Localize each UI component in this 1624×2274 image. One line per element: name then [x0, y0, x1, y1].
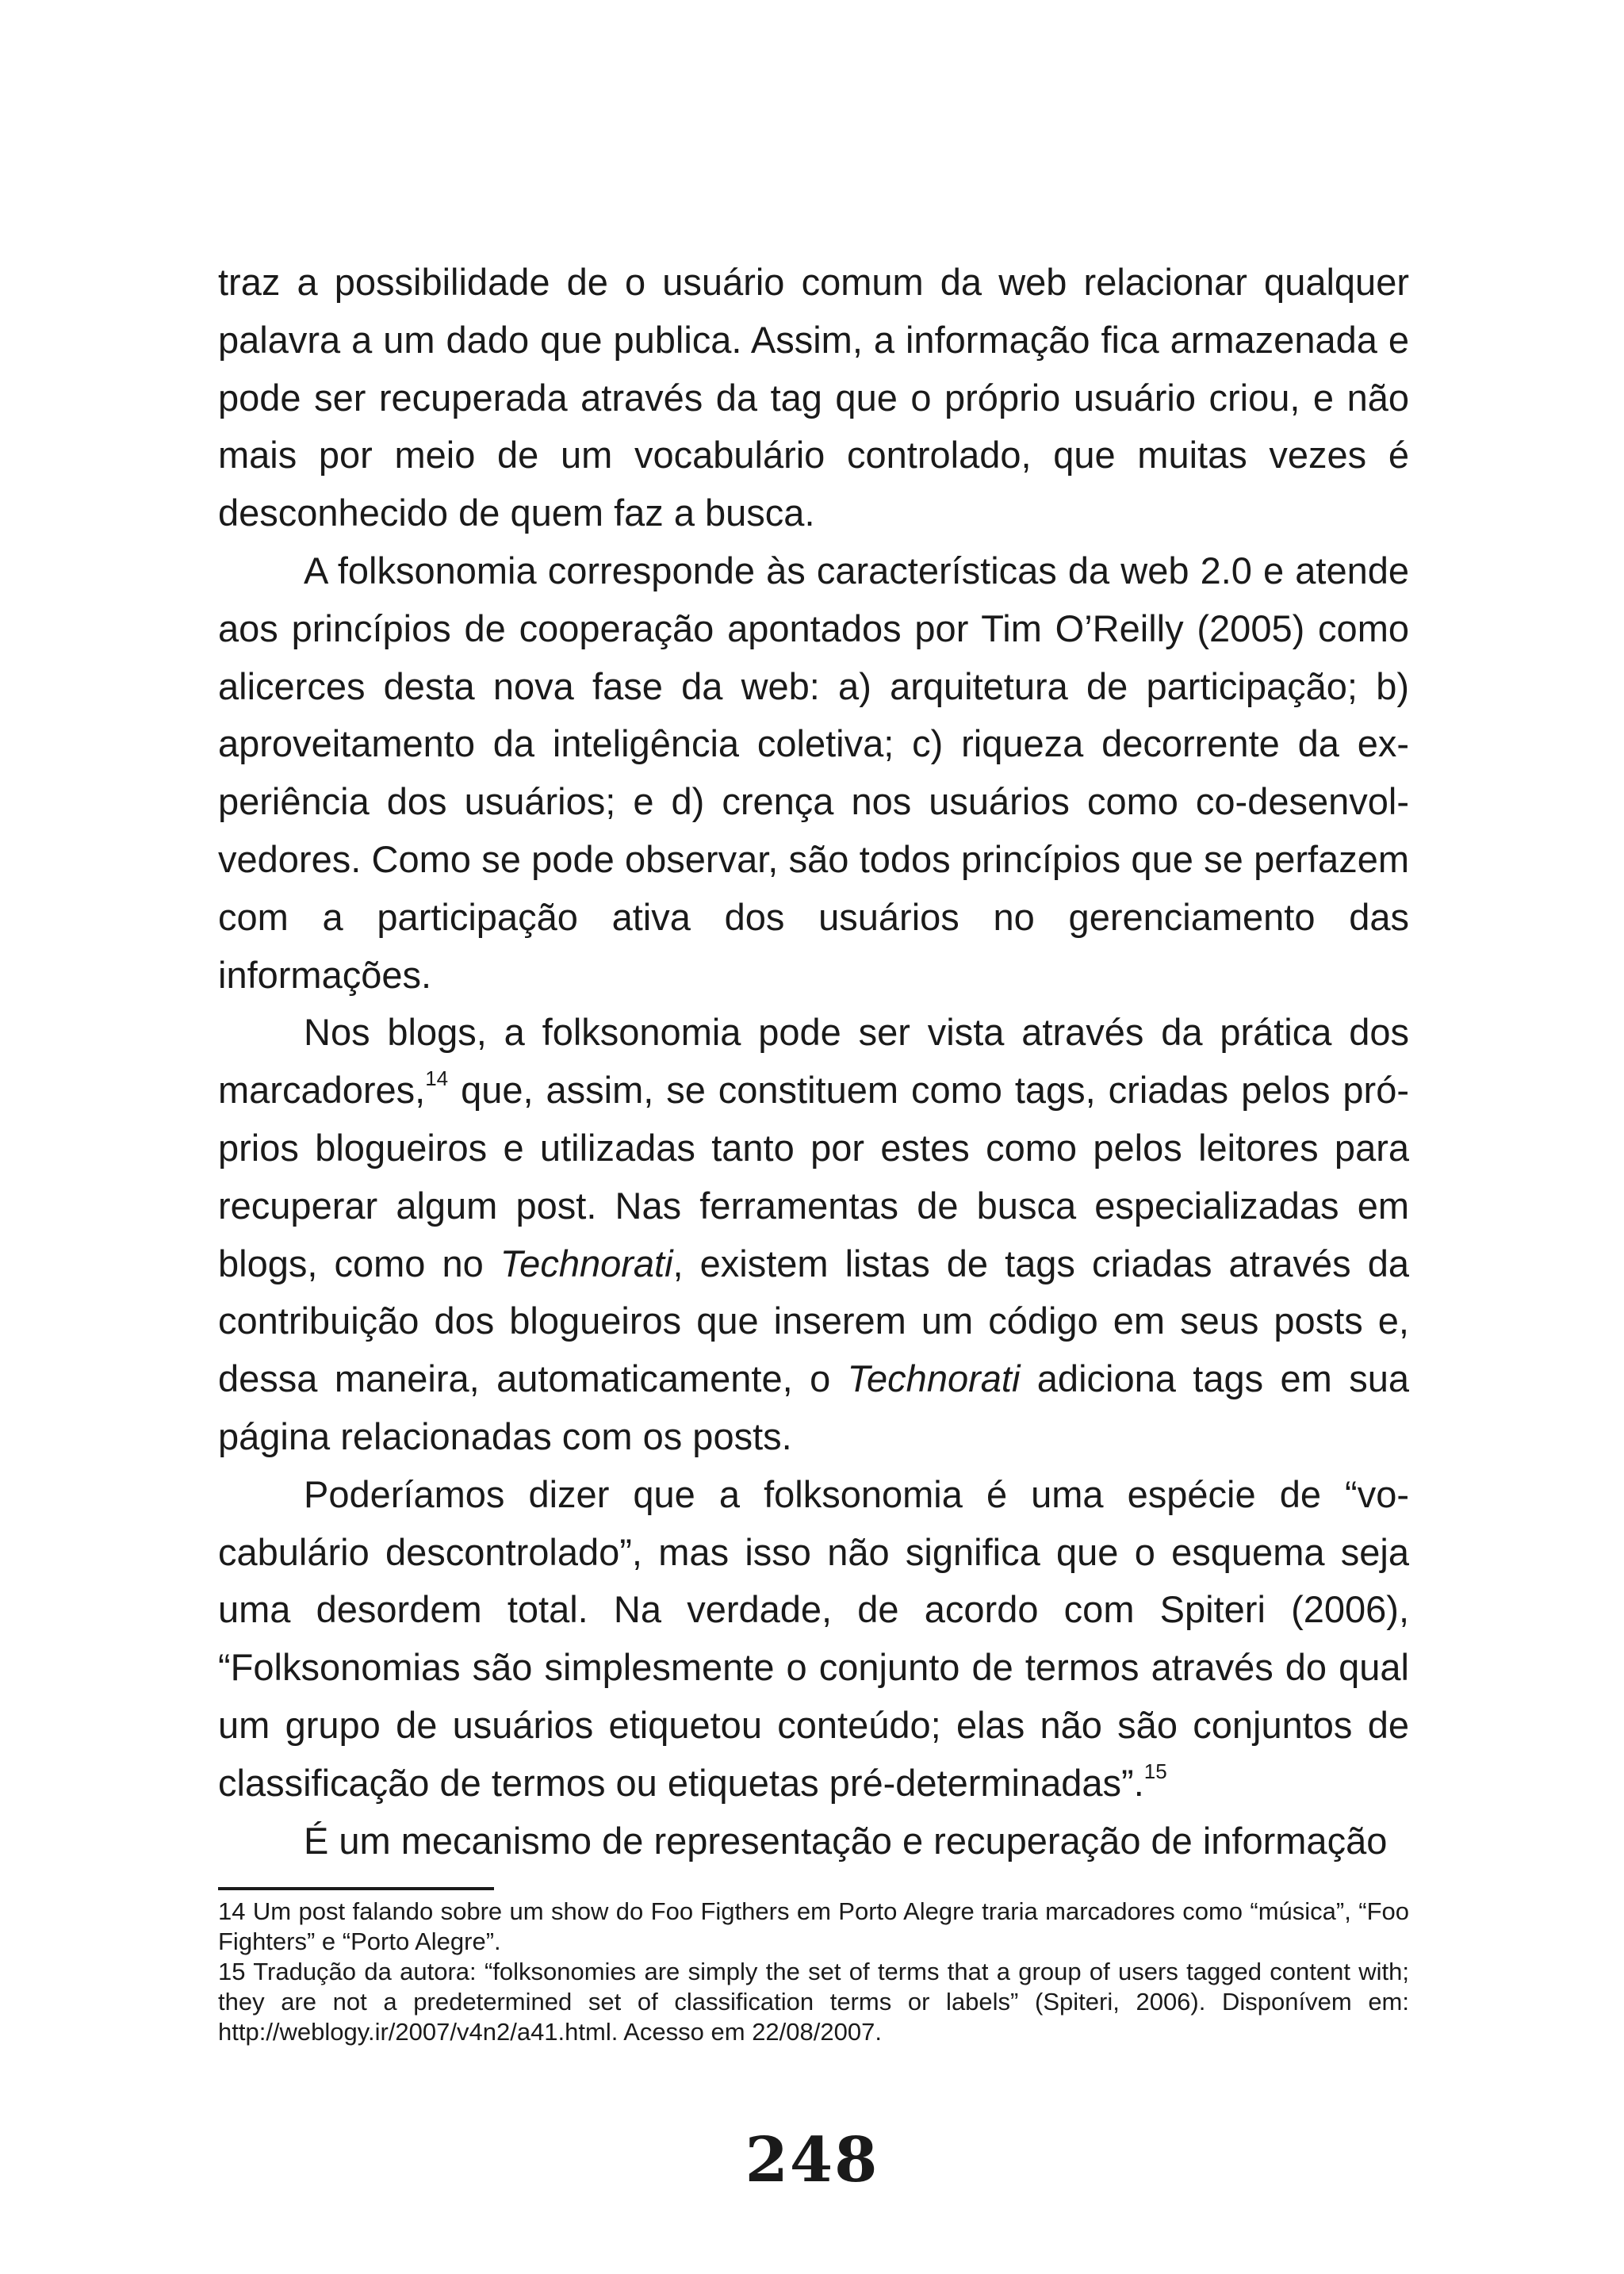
paragraph-4	[218, 1466, 1409, 1813]
footnote-separator	[218, 1887, 494, 1890]
technorati-italic: Technorati	[500, 1242, 673, 1284]
paragraph-3	[218, 1004, 1409, 1465]
paragraph-3-text: Nos blogs, a folksonomia pode ser vista através da prática dos marcadores,	[218, 1011, 1409, 1112]
footnote-ref-15: 15	[1143, 1759, 1167, 1783]
paragraph-5: É um mecanismo de representação e recuperação de informação	[304, 1819, 1388, 1862]
paragraph-3-text: , existem listas de tags criadas através da contribuição dos blogueiros que inserem um código em seus posts e, dessa maneira, automaticamente, o	[218, 1242, 1409, 1400]
paragraph-3-text: que, assim, se constituem como tags, criadas pelos próprios blogueiros e utilizadas tanto por estes como pelos leitores para recuperar algum post. Nas ferramentas de busca especializadas em blogs, como no	[218, 1069, 1409, 1284]
technorati-italic: Technorati	[847, 1357, 1021, 1400]
paragraph-3-text: adiciona tags em sua página relacionadas com os posts.	[218, 1357, 1409, 1457]
page-number: 248	[745, 2124, 879, 2196]
paragraph-4-text: Poderíamos dizer que a folksonomia é uma espécie de “vocabulário descontrolado”, mas isso não significa que o esquema seja uma desordem total. Na verdade, de acordo com Spiteri (2006), “Folksonomias são simplesmente o conjunto de termos através do qual um grupo de usuários etiquetou conteúdo; elas não são conjuntos de classificação de termos ou etiquetas pré-determinadas”.	[218, 1472, 1409, 1804]
body-text	[218, 254, 1409, 1870]
paragraph-1: traz a possibilidade de o usuário comum da web relacionar qualquer palavra a um dado que publica. Assim, a informação fica armazenada e pode ser recuperada através da tag que o próprio usuário criou, e não mais por meio de um vocabulário controlado, que muitas vezes é desconhecido de quem faz a busca.	[218, 261, 1409, 534]
paragraph-2: A folksonomia corresponde às características da web 2.0 e atende aos princípios de cooperação apontados por Tim O’Reilly (2005) como alicerces desta nova fase da web: a) arquitetura de participação; b) aproveitamento da inteligência coletiva; c) riqueza decorrente da experiência dos usuários; e d) crença nos usuários como co-desenvolvedores. Como se pode observar, são todos princípios que se perfazem com a participação ativa dos usuários no gerenciamento das informações.	[218, 549, 1409, 996]
footnote-14: 14 Um post falando sobre um show do Foo Figthers em Porto Alegre traria marcadores como “música”, “Foo Fighters” e “Porto Alegre”.	[218, 1897, 1409, 1955]
footnote-15: 15 Tradução da autora: “folksonomies are simply the set of terms that a group of users tagged content with; they are not a predetermined set of classification terms or labels” (Spiteri, 2006). Disponívem em: http://weblogy.ir/2007/v4n2/a41.html. Acesso em 22/08/2007.	[218, 1958, 1409, 2046]
footnotes	[218, 1897, 1409, 2047]
footnote-ref-14: 14	[425, 1066, 449, 1091]
